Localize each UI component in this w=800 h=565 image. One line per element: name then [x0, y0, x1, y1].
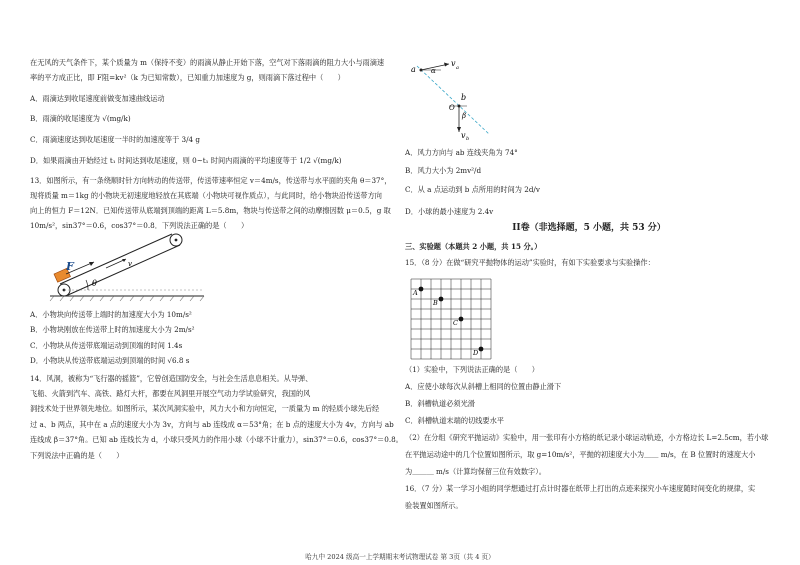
- left-column: [30, 0, 403, 545]
- q15-part2-line-3: 为＿＿＿ m/s（计算均保留三位有效数字）。: [405, 467, 546, 476]
- velocity-label: v: [128, 260, 132, 268]
- q12-option-c: C．雨滴速度达到收尾速度一半时的加速度等于 3/4 g: [30, 135, 200, 144]
- va-subscript: a: [456, 65, 459, 71]
- trajectory-grid-figure: [409, 277, 499, 363]
- point-a-label: a: [411, 65, 416, 74]
- q12-option-d: D．如果雨滴由开始经过 t₁ 时间达到收尾速度，则 0~t₁ 时间内雨滴的平均速度等于 1/2 √(mg/k): [30, 156, 342, 165]
- q15-part1-option-c: C．斜槽轨道末端的切线要水平: [405, 416, 504, 425]
- q13-option-c: C．小物块从传送带底端运动到顶端的时间 1.4s: [30, 341, 183, 350]
- q15-part1-option-b: B．斜槽轨道必须光滑: [405, 399, 475, 408]
- q16-line-2: 验装置如图所示。: [405, 501, 463, 510]
- trajectory-point-label: D: [473, 349, 479, 357]
- point-b-label: b: [461, 93, 467, 102]
- q13-option-d: D．小物块从传送带底端运动到顶端的时间 √6.8 s: [30, 356, 190, 365]
- force-label: F: [66, 260, 74, 273]
- subsection-title: 三、实验题（本题共 2 小题，共 15 分。）: [405, 242, 542, 251]
- q13-option-b: B．小物块刚放在传送带上时的加速度大小为 2m/s²: [30, 325, 195, 334]
- q14-option-b: B．风力大小为 2mv²/d: [405, 166, 482, 175]
- conveyor-belt-figure: [44, 232, 214, 304]
- trajectory-point-d: [479, 347, 484, 352]
- q13-option-a: A．小物块向传送带上端时的加速度大小为 10m/s²: [30, 310, 192, 319]
- q14-option-d: D．小球的最小速度为 2.4v: [405, 207, 494, 216]
- trajectory-point-c: [459, 317, 464, 322]
- q14-option-c: C．从 a 点运动到 b 点所用的时间为 2d/v: [405, 185, 540, 194]
- q14-line-6: 下列说法中正确的是（ ）: [30, 451, 124, 460]
- q14-line-2: 飞船、火箭到汽车、高铁、路灯大杆，都要在风洞里开展空气动力学试验研究，我国的风: [30, 389, 311, 398]
- trajectory-point-label: B: [433, 299, 438, 307]
- right-column: [405, 0, 773, 545]
- q16-line-1: 16．（7 分）某一学习小组的同学想通过打点计时器在纸带上打出的点迹来探究小车速度随时间变化的规律，实: [405, 484, 756, 493]
- angle-label: θ: [92, 279, 97, 288]
- beta-label: β: [462, 112, 467, 120]
- q15-part2-line-2: 在平抛运动途中的几个位置如图所示，取 g=10m/s²，平抛的初速度大小为＿＿ m/s，在 B 位置时的速度大小: [405, 450, 756, 459]
- q14-line-1: 14．风洞，被称为“飞行器的摇篮”，它曾创造国防安全，与社会生活息息相关。从导弹、: [30, 374, 313, 383]
- q15-part1-line-1: （1）实验中，下列说法正确的是（ ）: [405, 365, 539, 374]
- q15-intro: 15．（8 分）在做“研究平抛物体的运动”实验时，有如下实验要求与实验操作：: [405, 258, 655, 267]
- q13-line-3: 向上的恒力 F＝12N．已知传送带从底端到顶端的距离 L＝5.8m，物块与传送带之间的动摩擦因数 μ＝0.5，g 取: [30, 206, 391, 215]
- q14-option-a: A．风力方向与 ab 连线夹角为 74°: [405, 148, 518, 157]
- q13-line-2: 现将质量 m＝1kg 的小物块无初速度地轻放在其底端（小物块可视作质点），与此同时，给小物块沿传送带方向: [30, 191, 382, 200]
- q12-line-2: 率的平方成正比，即 F阻=kv²（k 为已知常数），已知重力加速度为 g，则雨滴下落过程中（ ）: [30, 73, 345, 82]
- q14-line-5: 连线成 β＝37°角。已知 ab 连线长为 d，小球只受风力的作用小球（小球不计重力），sin37°＝0.6，cos37°＝0.8。: [30, 435, 403, 444]
- va-label: v: [451, 60, 456, 68]
- q13-line-4: 10m/s²，sin37°＝0.6，cos37°＝0.8．下列说法正确的是（ ）: [30, 221, 249, 230]
- q15-part2-line-1: （2）在分组《研究平抛运动》实验中，用一张印有小方格的纸记录小球运动轨迹，小方格边长 L=2.5cm，若小球: [405, 433, 769, 442]
- q15-part1-option-a: A．应使小球每次从斜槽上相同的位置由静止滑下: [405, 382, 562, 391]
- point-o-label: O: [449, 104, 455, 112]
- q13-line-1: 13．如图所示，有一条绕顺时针方向转动的传送带，传送带速率恒定 v＝4m/s，传送带与水平面的夹角 θ＝37°，: [30, 176, 392, 185]
- wind-tunnel-figure: [407, 60, 497, 140]
- vb-label: v: [461, 131, 466, 140]
- alpha-label: α: [431, 67, 436, 75]
- section-title: II卷（非选择题，5 小题，共 53 分）: [512, 223, 666, 233]
- q12-line-1: 在无风的天气条件下，某个质量为 m（保持不变）的雨滴从静止开始下落，空气对下落雨滴的阻力大小与雨滴速: [30, 58, 385, 67]
- trajectory-point-label: C: [453, 319, 458, 327]
- q12-option-b: B．雨滴的收尾速度为 √(mg/k): [30, 114, 131, 123]
- q14-line-4: 过 a、b 两点，其中在 a 点的速度大小为 3v，方向与 ab 连线成 α＝53°角；在 b 点的速度大小为 4v，方向与 ab: [30, 420, 394, 429]
- q12-option-a: A．雨滴达到收尾速度前做变加速曲线运动: [30, 94, 165, 103]
- trajectory-point-a: [419, 287, 424, 292]
- vb-subscript: b: [466, 136, 470, 140]
- trajectory-point-b: [439, 297, 444, 302]
- page-footer: 哈九中 2024 级高一上学期期末考试物理试卷 第 3页（共 4 页）: [305, 553, 495, 561]
- q14-line-3: 洞技术处于世界领先地位。如图所示，某次风洞实验中，风力大小和方向恒定，一质量为 m 的轻质小球先后经: [30, 404, 380, 413]
- trajectory-point-label: A: [413, 289, 418, 297]
